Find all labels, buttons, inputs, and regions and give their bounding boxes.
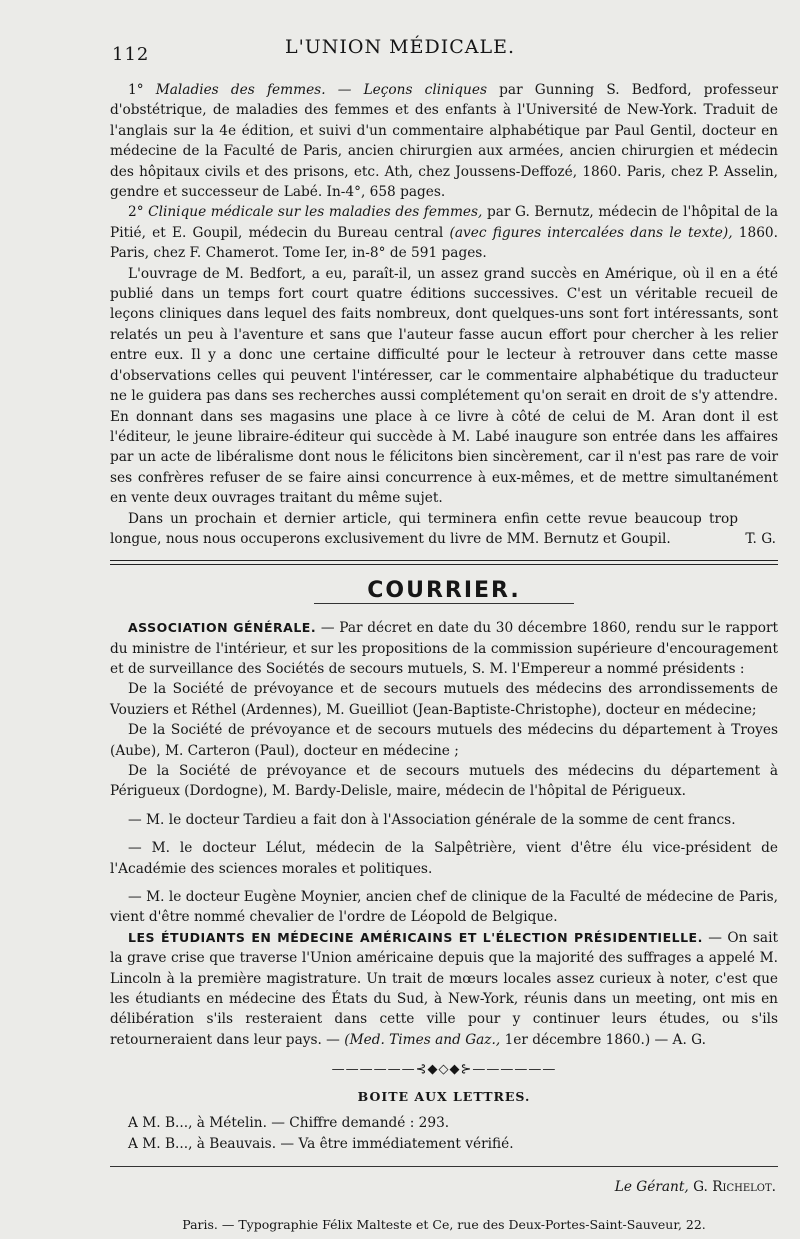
letter-entry: A M. B..., à Beauvais. — Va être immédiatement vérifié. (128, 1135, 514, 1152)
president-entry: De la Société de prévoyance et de secours mutuels des médecins des arrondissements de Vouziers et Réthel (Ardennes), M. Gueilliot (Jean-Baptiste-Christophe), docteur en médecine; (110, 681, 778, 718)
president-entry: De la Société de prévoyance et de secours mutuels des médecins du département à Périgueux (Dordogne), M. Bardy-Delisle, maire, médecin de l'hôpital de Périgueux. (110, 763, 778, 800)
page-number: 112 (112, 44, 150, 65)
section-divider (110, 560, 778, 565)
letter-entry: A M. B..., à Mételin. — Chiffre demandé : 293. (128, 1115, 450, 1132)
students-source: (Med. Times and Gaz., (344, 1031, 501, 1048)
review-item-2-title: Clinique médicale sur les maladies des femmes, (148, 204, 483, 221)
review-paragraph: L'ouvrage de M. Bedfort, a eu, paraît-il, un assez grand succès en Amérique, où il en a été publié dans un temps fort court quatre éditions successives. C'est un véritable recueil de leçons cliniques dans lequel des faits nombreux, dont quelques-uns sont fort intéressants, sont relatés un peu à l'aventure et sans que l'auteur fasse aucun effort pour chercher à les relier entre eux. Il y a donc une certaine difficulté pour le lecteur à retrouver dans cette masse d'observations celles qui peuvent l'intéresser, car le commentaire alphabétique du traducteur ne le guidera pas dans ses recherches aussi complétement qu'on serait en droit de s'y attendre. En donnant dans ses magasins une place à ce livre à côté de celui de M. Aran dont il est l'éditeur, le jeune libraire-éditeur qui succède à M. Labé inaugure son entrée dans les affaires par un acte de libéralisme dont nous le félicitons bien sincèrement, car il n'est pas rare de voir ses confrères refuser de se faire ainsi concurrence à eux-mêmes, et de mettre simultanément en vente deux ouvrages traitant du même sujet. (110, 265, 778, 507)
gerant-name: G. Richelot. (693, 1178, 776, 1195)
news-item: — M. le docteur Tardieu a fait don à l'Association générale de la somme de cent francs. (128, 811, 736, 828)
book-review (110, 80, 778, 550)
students-paragraph: LES ÉTUDIANTS EN MÉDECINE AMÉRICAINS ET L'ÉLECTION PRÉSIDENTIELLE. — On sait la grave crise que traverse l'Union américaine depuis que la majorité des suffrages a appelé M. Lincoln à la première magistrature. Un trait de mœurs locales assez curieux à noter, c'est que les étudiants en médecine des États du Sud, à New-York, réunis dans un meeting, ont mis en délibération s'ils resteraient dans cette ville pour y continuer leurs études, ou s'ils retourneraient dans leur pays. — (Med. Times and Gaz., 1er décembre 1860.) — A. G. (110, 929, 778, 1048)
association-lead: ASSOCIATION GÉNÉRALE. (128, 620, 317, 636)
review-item-2-note: (avec figures intercalées dans le texte), (449, 224, 733, 241)
running-title: L'UNION MÉDICALE. (284, 36, 516, 58)
ornament-divider: ——————⊰◆◇◆⊱—————— (331, 1062, 557, 1078)
page-header (0, 30, 800, 70)
footer-rule (110, 1166, 778, 1167)
review-item-1: 1° Maladies des femmes. — Leçons cliniques par Gunning S. Bedford, professeur d'obstétrique, de maladies des femmes et des enfants à l'Université de New-York. Traduit de l'anglais sur la 4e édition, et suivi d'un commentaire alphabétique par Paul Gentil, docteur en médecine de la Faculté de Paris, ancien chirurgien aux armées, ancien chirurgien et médecin des hôpitaux civils et des prisons, etc. Ath, chez Joussens-Deffozé, 1860. Paris, chez P. Asselin, gendre et successeur de Labé. In-4°, 658 pages. (110, 82, 778, 201)
courrier-heading: COURRIER. (367, 577, 521, 603)
gerant-label: Le Gérant, (614, 1178, 689, 1195)
page-footer (110, 1177, 778, 1236)
association-paragraph: ASSOCIATION GÉNÉRALE. — Par décret en date du 30 décembre 1860, rendu sur le rapport du ministre de l'intérieur, et sur les propositions de la commission supérieure d'encouragement et de surveillance des Sociétés de secours mutuels, S. M. l'Empereur a nommé présidents : (110, 620, 779, 677)
review-signature: T. G. (745, 531, 776, 548)
review-item-2-body: par G. Bernutz, médecin de l'hôpital de la Pitié, et E. Goupil, médecin du Bureau central (110, 204, 778, 241)
letters-box (110, 1060, 778, 1154)
page-content (110, 80, 778, 1236)
review-closing (110, 509, 778, 550)
news-item: — M. le docteur Eugène Moynier, ancien chef de clinique de la Faculté de médecine de Paris, vient d'être nommé chevalier de l'ordre de Léopold de Belgique. (110, 889, 778, 926)
students-lead: LES ÉTUDIANTS EN MÉDECINE AMÉRICAINS ET L'ÉLECTION PRÉSIDENTIELLE. (128, 929, 703, 945)
review-item-2: 2° Clinique médicale sur les maladies des femmes, par G. Bernutz, médecin de l'hôpital de la Pitié, et E. Goupil, médecin du Bureau central (avec figures intercalées dans le texte), 1860. Paris, chez F. Chamerot. Tome Ier, in-8° de 591 pages. (110, 204, 778, 262)
gerant-line (110, 1177, 778, 1197)
president-entry: De la Société de prévoyance et de secours mutuels des médecins du département à Troyes (Aube), M. Carteron (Paul), docteur en médecine ; (110, 722, 778, 759)
review-item-2-body-end: 1860. Paris, chez F. Chamerot. Tome Ier, in-8° de 591 pages. (110, 224, 778, 262)
courrier-section (110, 577, 779, 1051)
review-closing-text: Dans un prochain et dernier article, qui terminera enfin cette revue beaucoup trop longue, nous nous occuperons exclusivement du livre de MM. Bernutz et Goupil. (110, 510, 738, 547)
printer-imprint: Paris. — Typographie Félix Malteste et Ce, rue des Deux-Portes-Saint-Sauveur, 22. (182, 1217, 706, 1233)
review-item-1-body: par Gunning S. Bedford, professeur d'obstétrique, de maladies des femmes et des enfants à l'Université de New-York. Traduit de l'anglais sur la 4e édition, et suivi d'un commentaire alphabétique par Paul Gentil, docteur en médecine de la Faculté de Paris, ancien chirurgien aux armées, ancien chirurgien et médecin des hôpitaux civils et des prisons, etc. Ath, chez Joussens-Deffozé, 1860. Paris, chez P. Asselin, gendre et successeur de Labé. In-4°, 658 pages. (110, 82, 778, 201)
letters-heading: BOITE AUX LETTRES. (357, 1088, 531, 1104)
news-item: — M. le docteur Lélut, médecin de la Salpêtrière, vient d'être élu vice-président de l'Académie des sciences morales et politiques. (110, 840, 778, 877)
heading-underline (314, 603, 574, 604)
review-item-1-title: Maladies des femmes. — Leçons cliniques (155, 82, 487, 98)
